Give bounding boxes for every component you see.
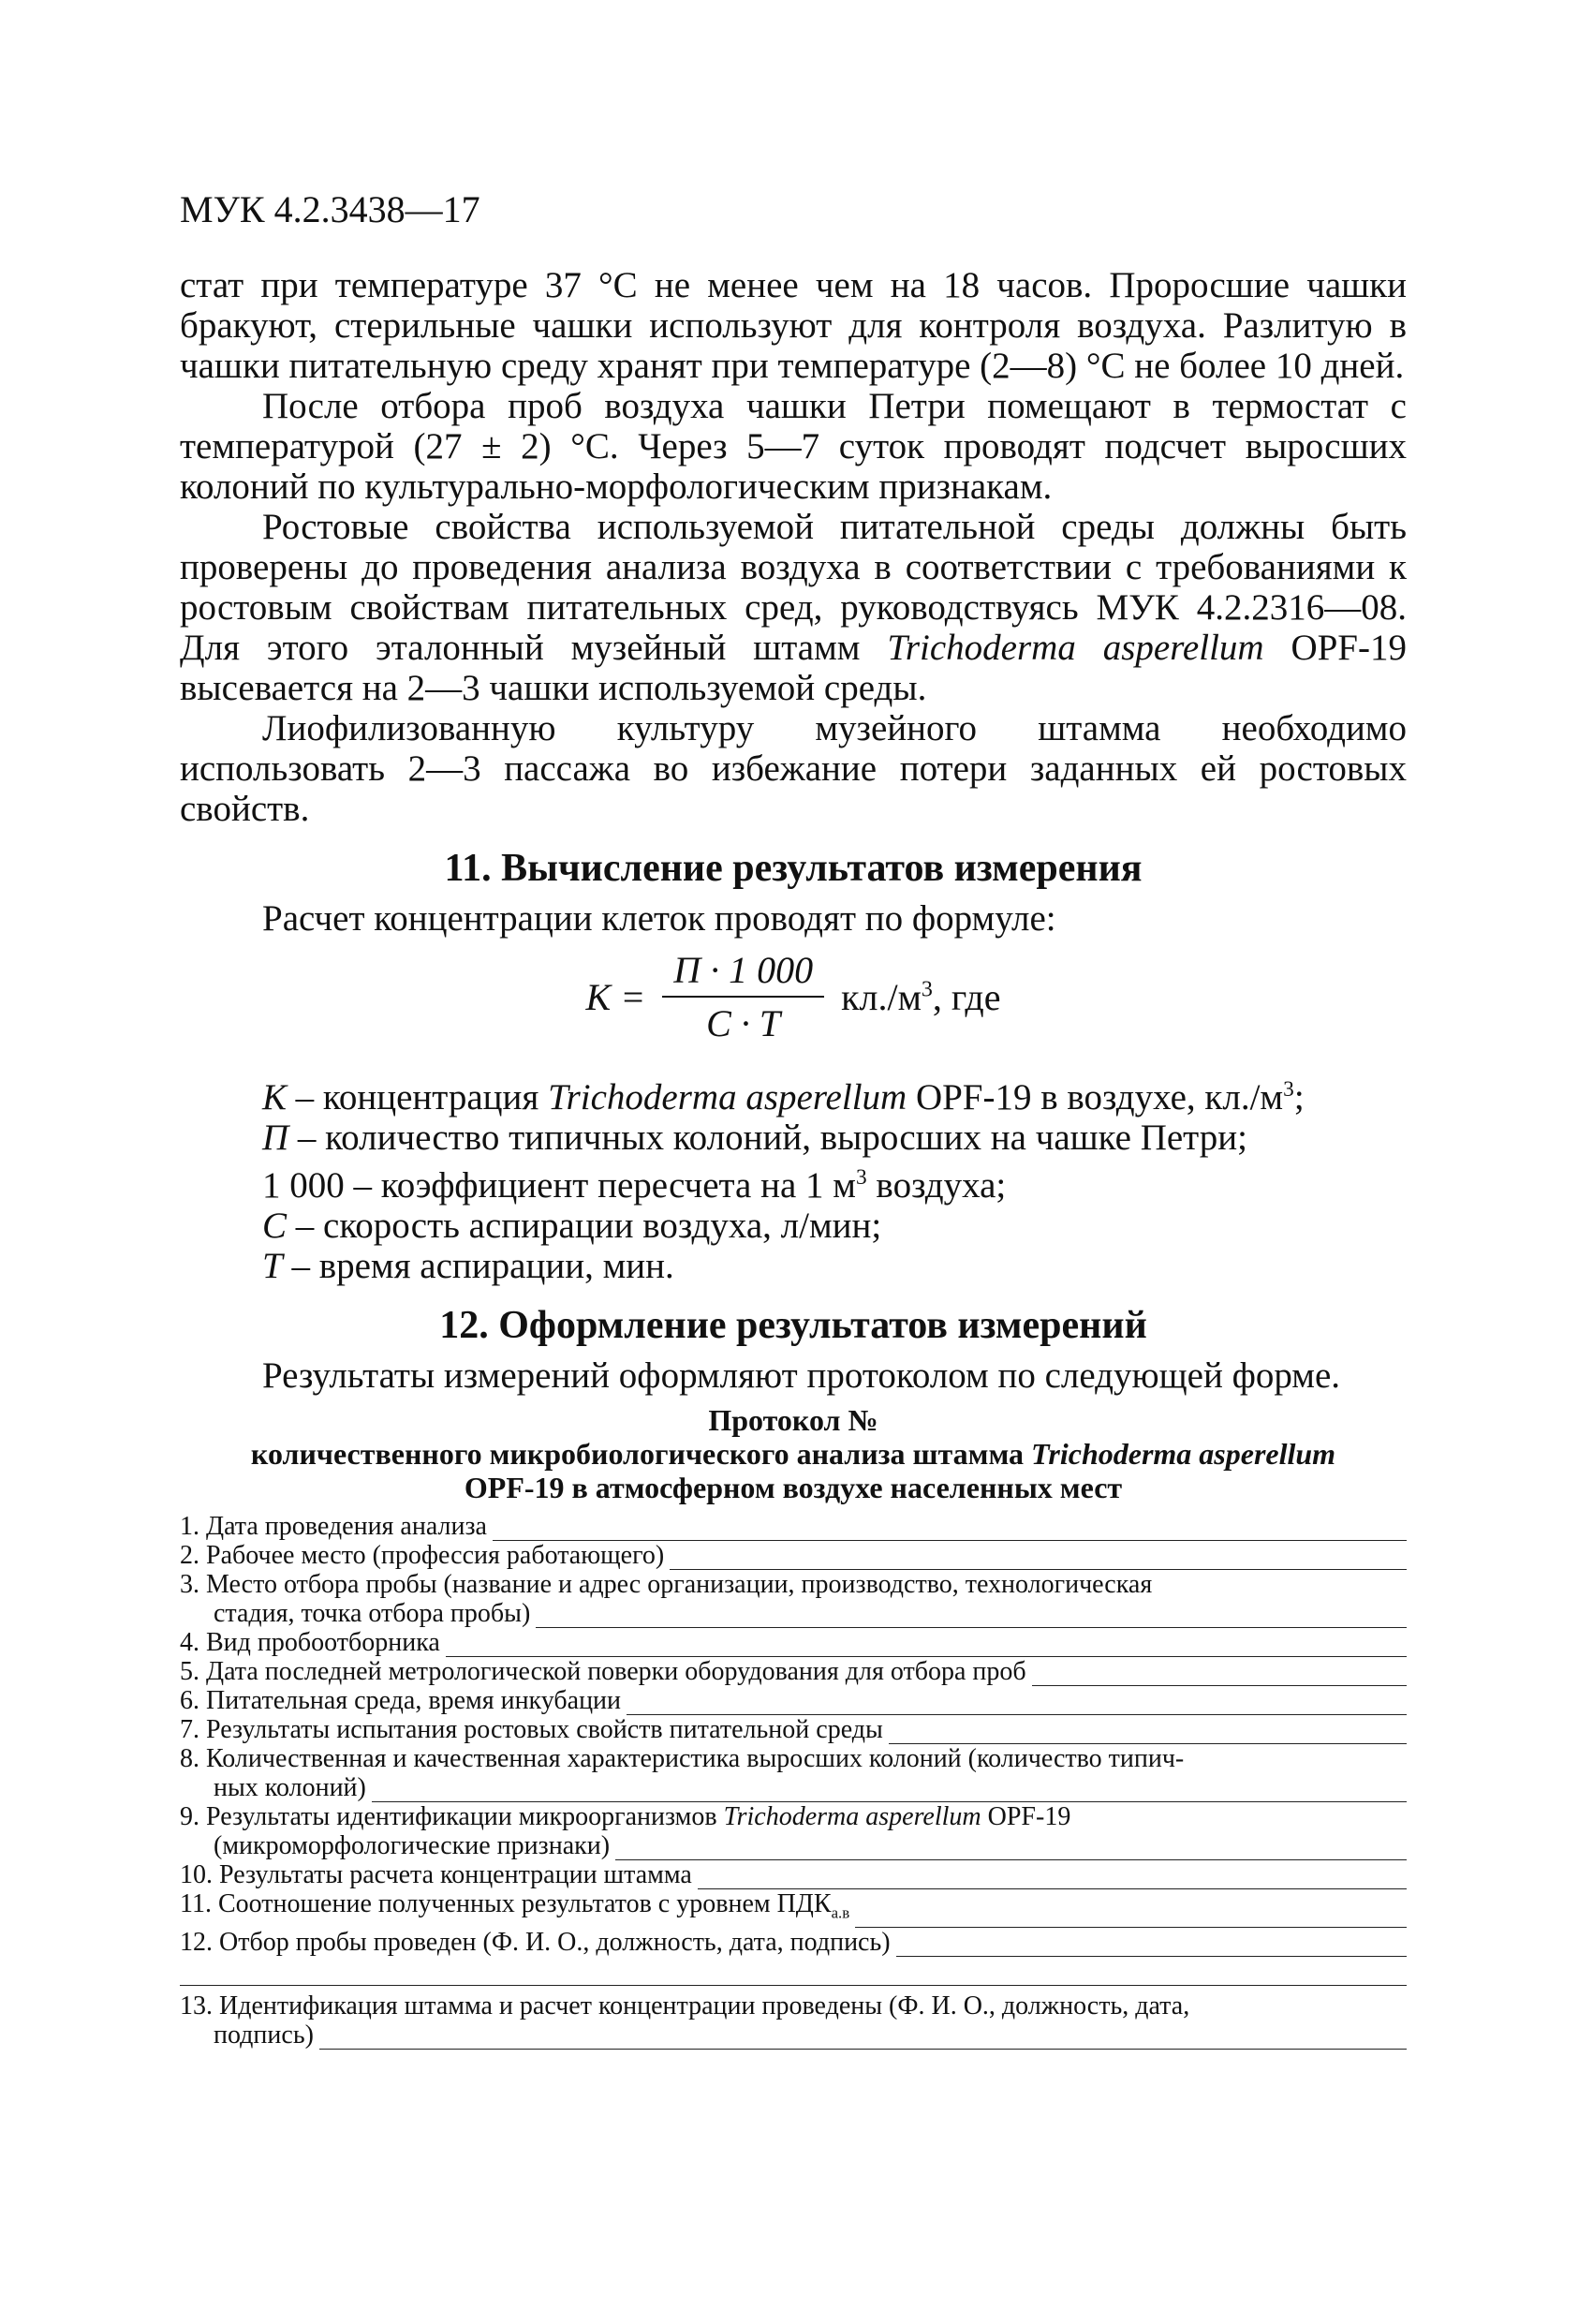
- paragraph-4: Лиофилизованную культуру музейного штамма необходимо использовать 2—3 пассажа во избежание потери заданных ей ростовых свойств.: [180, 708, 1407, 829]
- protocol-form: [180, 1512, 1407, 2050]
- concentration-formula: [180, 948, 1407, 1045]
- protocol-item-7: 7. Результаты испытания ростовых свойств питательной среды: [180, 1715, 1407, 1744]
- section-11-title: 11. Вычисление результатов измерения: [444, 847, 1143, 890]
- fill-line[interactable]: [627, 1692, 1407, 1715]
- fill-line[interactable]: [493, 1517, 1407, 1541]
- protocol-title: Протокол № количественного микробиологического анализа штамма Trichoderma asperellum OPF-19 в атмосферном воздухе населенных мест: [250, 1403, 1336, 1504]
- definition-c: С – скорость аспирации воздуха, л/мин;: [262, 1206, 882, 1246]
- formula-lhs: K =: [585, 975, 646, 1018]
- fill-line[interactable]: [889, 1721, 1407, 1744]
- formula-denominator: С · Т: [706, 1002, 781, 1044]
- fill-line[interactable]: [536, 1605, 1407, 1628]
- paragraph-3: Ростовые свойства используемой питательной среды должны быть проверены до проведения анализа воздуха в соответствии с требованиями к ростовым свойствам питательных сред, руководствуясь МУК 4.2.2316—08. Для этого эталонный музейный штамм Trichoderma asperellum OPF-19 высевается на 2—3 чашки используемой среды.: [180, 507, 1407, 708]
- formula-numerator: П · 1 000: [662, 948, 824, 998]
- protocol-item-5: 5. Дата последней метрологической поверки оборудования для отбора проб: [180, 1657, 1407, 1686]
- document-page: [180, 187, 1407, 2050]
- protocol-item-8: 8. Количественная и качественная характеристика выросших колоний (количество типич- ных колоний): [180, 1744, 1407, 1802]
- fill-line[interactable]: [446, 1634, 1407, 1657]
- paragraph-1: стат при температуре 37 °С не менее чем на 18 часов. Проросшие чашки бракуют, стерильные чашки используют для контроля воздуха. Разлитую в чашки питательную среду хранят при температуре (2—8) °С не более 10 дней.: [180, 265, 1407, 386]
- protocol-item-10: 10. Результаты расчета концентрации штамма: [180, 1860, 1407, 1889]
- fill-line[interactable]: [698, 1866, 1407, 1889]
- definition-t: Т – время аспирации, мин.: [262, 1246, 674, 1286]
- protocol-item-3: 3. Место отбора пробы (название и адрес организации, производство, технологическая стадия, точка отбора пробы): [180, 1570, 1407, 1628]
- fill-line-extra[interactable]: [180, 1957, 1407, 1986]
- section-12-title: 12. Оформление результатов измерений: [439, 1304, 1147, 1347]
- paragraph-2: После отбора проб воздуха чашки Петри помещают в термостат с температурой (27 ± 2) °С. Через 5—7 суток проводят подсчет выросших колоний по культурально-морфологическим признакам.: [180, 386, 1407, 507]
- definition-k: К – концентрация Trichoderma asperellum OPF-19 в воздухе, $кл./м^3$;: [262, 1077, 1305, 1118]
- formula-definitions: [262, 1070, 1407, 1286]
- protocol-item-6: 6. Питательная среда, время инкубации: [180, 1686, 1407, 1715]
- section-11-intro: Расчет концентрации клеток проводят по формуле:: [262, 898, 1056, 939]
- protocol-item-2: 2. Рабочее место (профессия работающего): [180, 1541, 1407, 1570]
- fill-line[interactable]: [855, 1904, 1407, 1928]
- formula-unit: $кл./м^3$, где: [841, 975, 1001, 1018]
- definition-1000: 1 000 – коэффициент пересчета на 1 $м^3$ воздуха;: [262, 1165, 1007, 1206]
- fill-line[interactable]: [1032, 1663, 1407, 1686]
- fill-line[interactable]: [372, 1779, 1407, 1802]
- fill-line[interactable]: [615, 1837, 1407, 1860]
- running-head: МУК 4.2.3438—17: [180, 188, 480, 230]
- protocol-item-4: 4. Вид пробоотборника: [180, 1628, 1407, 1657]
- formula-fraction: [662, 948, 824, 1045]
- fill-line[interactable]: [670, 1547, 1407, 1570]
- definition-p: П – количество типичных колоний, выросших на чашке Петри;: [262, 1118, 1247, 1158]
- protocol-item-12: 12. Отбор пробы проведен (Ф. И. О., должность, дата, подпись): [180, 1928, 1407, 1957]
- fill-line[interactable]: [896, 1933, 1407, 1957]
- section-12-intro: Результаты измерений оформляют протоколом по следующей форме.: [262, 1355, 1341, 1396]
- protocol-item-13: 13. Идентификация штамма и расчет концентрации проведены (Ф. И. О., должность, дата, подпись): [180, 1991, 1407, 2050]
- protocol-item-9: 9. Результаты идентификации микроорганизмов Trichoderma asperellum OPF-19 (микроморфологические признаки): [180, 1802, 1407, 1860]
- fill-line[interactable]: [319, 2026, 1407, 2050]
- protocol-item-1: 1. Дата проведения анализа: [180, 1512, 1407, 1541]
- protocol-item-11: 11. Соотношение полученных результатов с уровнем $ПДК_{а.в}$: [180, 1889, 1407, 1928]
